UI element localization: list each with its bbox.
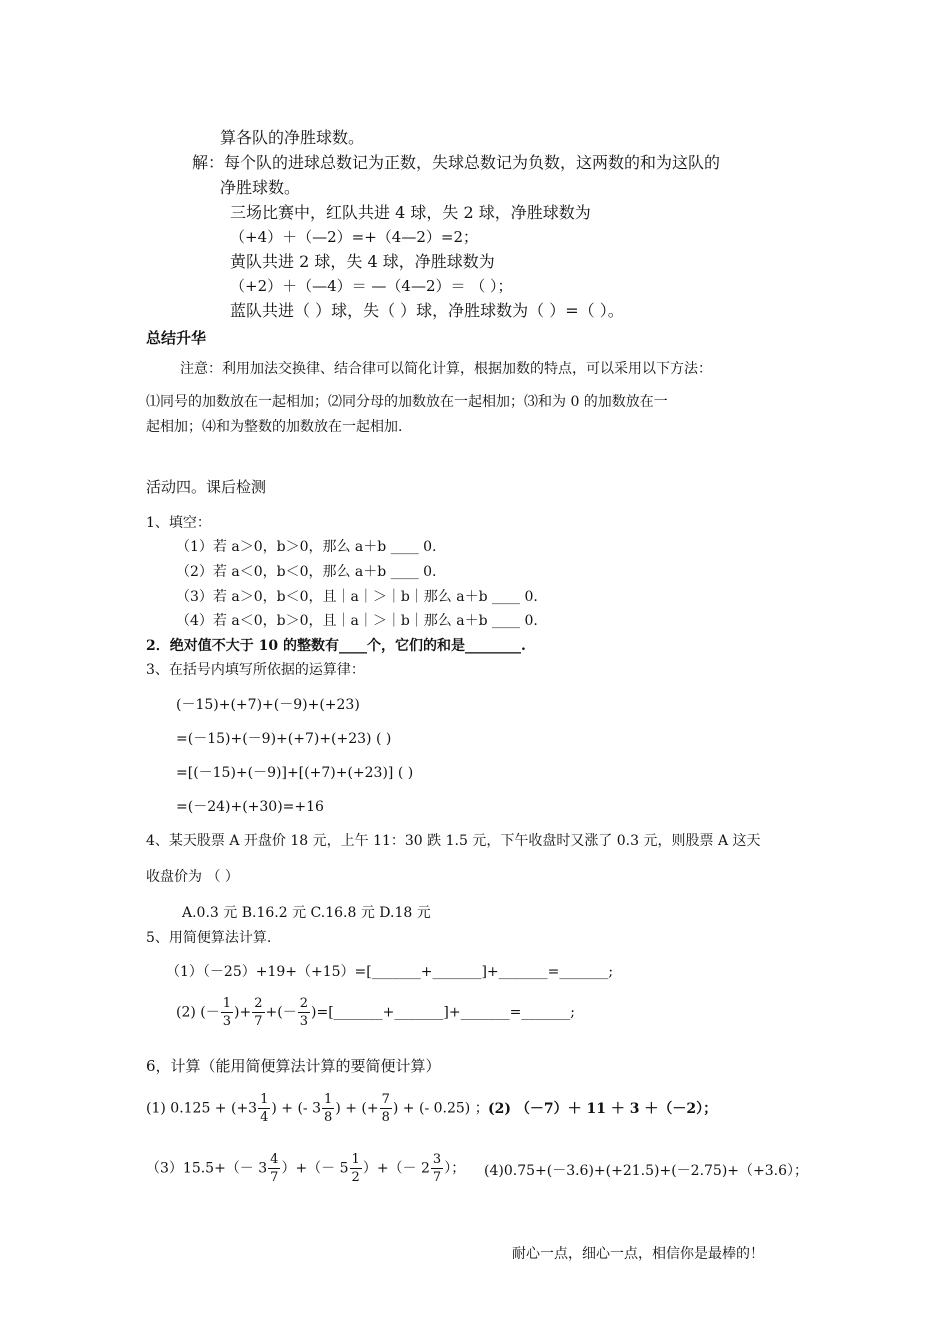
operator: +(－ xyxy=(265,1004,297,1021)
operator: )+ xyxy=(234,1004,252,1021)
expr-part: ）+（－ 2 xyxy=(362,1160,430,1177)
activity4-title: 活动四。课后检测 xyxy=(146,478,267,496)
solution-line-3: 净胜球数。 xyxy=(220,178,301,197)
q6-problem-2: (2) （－7）＋ 11 ＋ 3 ＋（－2）； xyxy=(488,1101,718,1117)
q3-step-2: =(－15)+(－9)+(+7)+(+23) ( ) xyxy=(176,731,392,747)
q3-step-1: (－15)+(+7)+(－9)+(+23) xyxy=(176,697,360,713)
solution-line-2: 解：每个队的进球总数记为正数，失球总数记为负数，这两数的和为这队的 xyxy=(192,153,721,172)
q6-problem-4: (4)0.75+(－3.6)+(+21.5)+(－2.75)+（+3.6）； xyxy=(484,1163,809,1179)
solution-line-6: 黄队共进 2 球，失 4 球，净胜球数为 xyxy=(230,252,495,271)
q6-problem-3 xyxy=(146,1153,465,1184)
q5-sub2-prefix: (2) (－ xyxy=(176,1004,220,1021)
solution-line-5: （+4）＋（—2）=+（4—2）=2； xyxy=(230,228,478,246)
q5-sub-1: （1）（－25）+19+（+15）=[_______+_______]+_______=_______; xyxy=(166,964,614,980)
q1-label: 1、填空： xyxy=(146,515,211,531)
q5-label: 5、用简便算法计算. xyxy=(146,930,272,946)
fraction: $\frac{1}{4}$ xyxy=(260,1092,269,1125)
q3-label: 3、在括号内填写所依据的运算律： xyxy=(146,662,365,678)
fraction: $\frac{1}{3}$ xyxy=(222,996,232,1029)
summary-methods-2: 起相加；⑷和为整数的加数放在一起相加. xyxy=(146,419,403,435)
summary-heading: 总结升华 xyxy=(146,329,207,347)
fraction: $\frac{1}{8}$ xyxy=(324,1092,333,1125)
q3-step-4: =(－24)+(+30)=+16 xyxy=(176,799,324,815)
footer-motto: 耐心一点，细心一点，相信你是最棒的！ xyxy=(512,1246,764,1262)
expr-part: ) + (- 0.25) ； xyxy=(392,1100,489,1117)
fraction: $\frac{1}{2}$ xyxy=(351,1152,360,1185)
q5-sub-2 xyxy=(176,997,575,1028)
expr-part: （3）15.5+（－ 3 xyxy=(146,1160,268,1177)
fraction: $\frac{2}{3}$ xyxy=(299,996,308,1029)
solution-line-1: 算各队的净胜球数。 xyxy=(220,128,365,147)
summary-methods-1: ⑴同号的加数放在一起相加；⑵同分母的加数放在一起相加；⑶和为 0 的加数放在一 xyxy=(146,394,668,410)
expr-part: ）； xyxy=(444,1160,466,1177)
fraction: $\frac{2}{7}$ xyxy=(254,996,263,1029)
expr-part: ）+（－ 5 xyxy=(281,1160,349,1177)
expr-part: ) + (+ xyxy=(335,1100,379,1117)
solution-line-7: （+2）＋（—4）＝ —（4—2）＝ （ ）； xyxy=(230,277,513,295)
summary-note: 注意：利用加法交换律、结合律可以简化计算，根据加数的特点，可以采用以下方法： xyxy=(180,361,712,377)
q1-item-3: （3）若 a＞0，b＜0，且｜a｜＞｜b｜那么 a＋b ____ 0. xyxy=(176,589,538,605)
expr-part: (1) 0.125 + (+3 xyxy=(146,1100,258,1117)
solution-line-4: 三场比赛中，红队共进 4 球，失 2 球，净胜球数为 xyxy=(230,203,591,222)
fraction: $\frac{4}{7}$ xyxy=(270,1152,279,1185)
expr-part: ) + (- 3 xyxy=(271,1100,322,1117)
q4-options: A.0.3 元 B.16.2 元 C.16.8 元 D.18 元 xyxy=(182,905,431,921)
solution-line-8: 蓝队共进（ ）球，失（ ）球，净胜球数为（ ）=（ ）。 xyxy=(230,301,624,320)
fraction: $\frac{7}{8}$ xyxy=(381,1092,390,1125)
q1-item-1: （1）若 a＞0，b＞0，那么 a＋b ____ 0. xyxy=(176,539,437,555)
q6-label: 6，计算（能用简便算法计算的要简便计算） xyxy=(146,1057,441,1075)
q4-line-2: 收盘价为 （ ） xyxy=(146,869,239,885)
q5-sub2-suffix: )=[_______+_______]+_______=_______; xyxy=(311,1004,576,1021)
q1-item-2: （2）若 a＜0，b＜0，那么 a＋b ____ 0. xyxy=(176,564,437,580)
q4-line-1: 4、某天股票 A 开盘价 18 元，上午 11：30 跌 1.5 元，下午收盘时又涨了 0.3 元，则股票 A 这天 xyxy=(146,833,761,849)
q6-problem-1 xyxy=(146,1093,489,1124)
fraction: $\frac{3}{7}$ xyxy=(432,1152,442,1185)
q3-step-3: =[(－15)+(－9)]+[(+7)+(+23)] ( ) xyxy=(176,765,414,781)
q2-text: 2．绝对值不大于 10 的整数有____个，它们的和是________. xyxy=(146,638,526,654)
q1-item-4: （4）若 a＜0，b＞0，且｜a｜＞｜b｜那么 a＋b ____ 0. xyxy=(176,613,538,629)
